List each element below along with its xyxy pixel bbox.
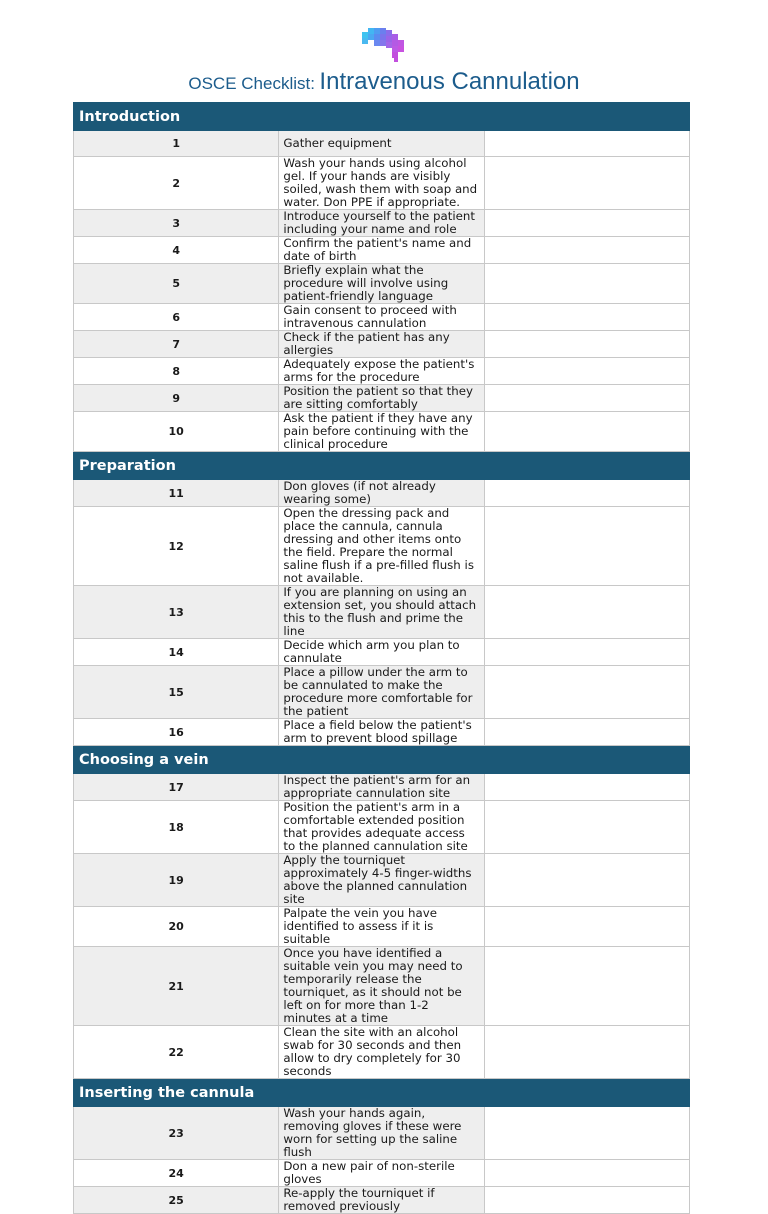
- item-number: 8: [74, 358, 279, 385]
- checklist-row: [74, 1026, 690, 1079]
- check-box[interactable]: [484, 854, 689, 907]
- item-text: Gain consent to proceed with intravenous cannulation: [279, 304, 484, 331]
- check-box[interactable]: [484, 801, 689, 854]
- checklist-row: [74, 385, 690, 412]
- title-prefix: OSCE Checklist:: [188, 74, 315, 93]
- item-number: 22: [74, 1026, 279, 1079]
- item-number: 25: [74, 1187, 279, 1214]
- item-text: Adequately expose the patient's arms for the procedure: [279, 358, 484, 385]
- item-text: Once you have identified a suitable vein you may need to temporarily release the tourniquet, as it should not be left on for more than 1-2 minutes at a time: [279, 947, 484, 1026]
- check-box[interactable]: [484, 639, 689, 666]
- item-number: 12: [74, 507, 279, 586]
- item-number: 10: [74, 412, 279, 452]
- checklist-row: [74, 264, 690, 304]
- item-number: 16: [74, 719, 279, 746]
- section-header: [74, 746, 690, 774]
- item-number: 5: [74, 264, 279, 304]
- check-box[interactable]: [484, 157, 689, 210]
- check-box[interactable]: [484, 507, 689, 586]
- item-text: Position the patient's arm in a comfortable extended position that provides adequate access to the planned cannulation site: [279, 801, 484, 854]
- check-box[interactable]: [484, 358, 689, 385]
- checklist-row: [74, 304, 690, 331]
- section-title: Preparation: [74, 452, 690, 480]
- checklist-row: [74, 131, 690, 157]
- item-text: Confirm the patient's name and date of birth: [279, 237, 484, 264]
- title-main: Intravenous Cannulation: [319, 68, 580, 95]
- item-number: 6: [74, 304, 279, 331]
- item-text: Check if the patient has any allergies: [279, 331, 484, 358]
- item-number: 1: [74, 131, 279, 157]
- item-number: 21: [74, 947, 279, 1026]
- item-number: 4: [74, 237, 279, 264]
- checklist-row: [74, 947, 690, 1026]
- item-text: If you are planning on using an extension set, you should attach this to the flush and prime the line: [279, 586, 484, 639]
- checklist-row: [74, 907, 690, 947]
- check-box[interactable]: [484, 304, 689, 331]
- item-text: Open the dressing pack and place the cannula, cannula dressing and other items onto the field. Prepare the normal saline flush if a pre-filled flush is not available.: [279, 507, 484, 586]
- check-box[interactable]: [484, 1026, 689, 1079]
- section-title: Introduction: [74, 103, 690, 131]
- item-text: Don a new pair of non-sterile gloves: [279, 1160, 484, 1187]
- item-number: 24: [74, 1160, 279, 1187]
- item-number: 13: [74, 586, 279, 639]
- checklist-row: [74, 507, 690, 586]
- checklist-row: [74, 480, 690, 507]
- item-number: 18: [74, 801, 279, 854]
- checklist-row: [74, 666, 690, 719]
- item-text: Re-apply the tourniquet if removed previously: [279, 1187, 484, 1214]
- item-text: Gather equipment: [279, 131, 484, 157]
- checklist-row: [74, 801, 690, 854]
- checklist-row: [74, 237, 690, 264]
- item-text: Place a pillow under the arm to be cannulated to make the procedure more comfortable for the patient: [279, 666, 484, 719]
- item-number: 19: [74, 854, 279, 907]
- item-number: 7: [74, 331, 279, 358]
- check-box[interactable]: [484, 210, 689, 237]
- check-box[interactable]: [484, 385, 689, 412]
- check-box[interactable]: [484, 331, 689, 358]
- item-text: Inspect the patient's arm for an appropriate cannulation site: [279, 774, 484, 801]
- checklist-row: [74, 1107, 690, 1160]
- checklist-row: [74, 1187, 690, 1214]
- item-text: Clean the site with an alcohol swab for 30 seconds and then allow to dry completely for 30 seconds: [279, 1026, 484, 1079]
- item-number: 9: [74, 385, 279, 412]
- page-title: [0, 68, 768, 96]
- item-number: 2: [74, 157, 279, 210]
- checklist-row: [74, 719, 690, 746]
- item-text: Position the patient so that they are sitting comfortably: [279, 385, 484, 412]
- section-header: [74, 103, 690, 131]
- item-number: 15: [74, 666, 279, 719]
- checklist-row: [74, 331, 690, 358]
- checklist-row: [74, 854, 690, 907]
- check-box[interactable]: [484, 666, 689, 719]
- checklist-row: [74, 157, 690, 210]
- check-box[interactable]: [484, 412, 689, 452]
- item-number: 14: [74, 639, 279, 666]
- item-number: 11: [74, 480, 279, 507]
- checklist-row: [74, 412, 690, 452]
- checklist-table: [73, 102, 690, 1214]
- item-number: 17: [74, 774, 279, 801]
- section-title: Choosing a vein: [74, 746, 690, 774]
- item-number: 3: [74, 210, 279, 237]
- section-header: [74, 452, 690, 480]
- item-text: Ask the patient if they have any pain before continuing with the clinical procedure: [279, 412, 484, 452]
- item-text: Wash your hands again, removing gloves if these were worn for setting up the saline flush: [279, 1107, 484, 1160]
- item-text: Palpate the vein you have identified to assess if it is suitable: [279, 907, 484, 947]
- item-number: 23: [74, 1107, 279, 1160]
- item-number: 20: [74, 907, 279, 947]
- checklist-row: [74, 774, 690, 801]
- check-box[interactable]: [484, 1187, 689, 1214]
- check-box[interactable]: [484, 264, 689, 304]
- checklist-row: [74, 358, 690, 385]
- item-text: Place a field below the patient's arm to prevent blood spillage: [279, 719, 484, 746]
- checklist-row: [74, 586, 690, 639]
- check-box[interactable]: [484, 586, 689, 639]
- check-box[interactable]: [484, 907, 689, 947]
- section-title: Inserting the cannula: [74, 1079, 690, 1107]
- item-text: Apply the tourniquet approximately 4-5 finger-widths above the planned cannulation site: [279, 854, 484, 907]
- item-text: Don gloves (if not already wearing some): [279, 480, 484, 507]
- section-header: [74, 1079, 690, 1107]
- item-text: Decide which arm you plan to cannulate: [279, 639, 484, 666]
- check-box[interactable]: [484, 1107, 689, 1160]
- checklist-row: [74, 210, 690, 237]
- item-text: Briefly explain what the procedure will involve using patient-friendly language: [279, 264, 484, 304]
- item-text: Wash your hands using alcohol gel. If your hands are visibly soiled, wash them with soap and water. Don PPE if appropriate.: [279, 157, 484, 210]
- brain-logo-icon: [360, 26, 408, 64]
- check-box[interactable]: [484, 947, 689, 1026]
- checklist-row: [74, 639, 690, 666]
- check-box[interactable]: [484, 1160, 689, 1187]
- item-text: Introduce yourself to the patient including your name and role: [279, 210, 484, 237]
- check-box[interactable]: [484, 774, 689, 801]
- check-box[interactable]: [484, 719, 689, 746]
- check-box[interactable]: [484, 480, 689, 507]
- check-box[interactable]: [484, 131, 689, 157]
- check-box[interactable]: [484, 237, 689, 264]
- checklist-row: [74, 1160, 690, 1187]
